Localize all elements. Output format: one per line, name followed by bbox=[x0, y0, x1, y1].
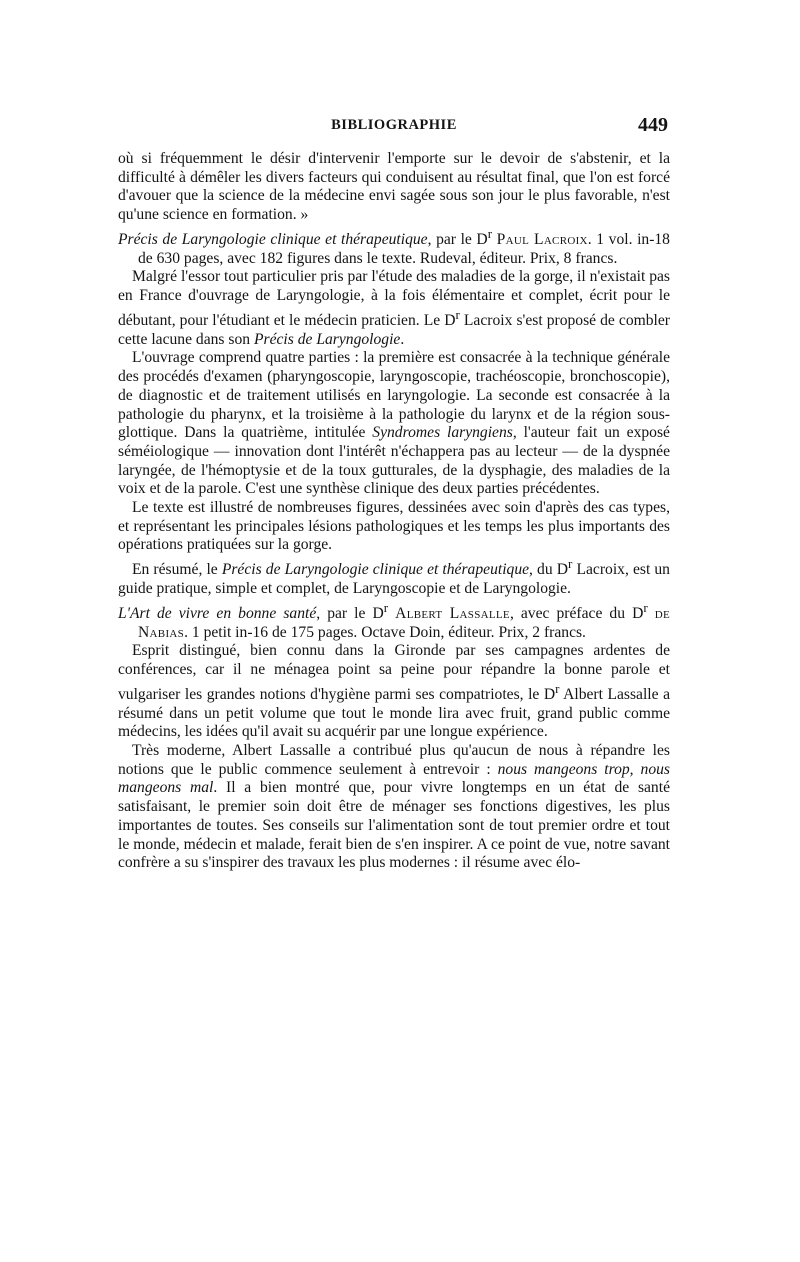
review1-p2-italic: Syndromes laryngiens bbox=[372, 424, 513, 442]
review1-p4-a: En résumé, le bbox=[132, 561, 222, 579]
review2-paragraph-2 bbox=[118, 742, 670, 873]
review1-p4-b: , du D bbox=[529, 561, 569, 579]
opening-paragraph: où si fréquemment le désir d'intervenir l'emporte sur le devoir de s'abstenir, et la difficulté à démêler les divers facteurs qui conduisent au résultat final, que l'on est forcé d'avouer que la science de la médecine envi sagée sous son jour le plus favorable, n'est qu'une science en formation. » bbox=[118, 150, 670, 224]
review1-paragraph-3: Le texte est illustré de nombreuses figures, dessinées avec soin d'après des cas types, et représentant les principales lésions pathologiques et les temps les plus importants des opérations pratiquées sur la gorge. bbox=[118, 499, 670, 554]
review1-p4-italic: Précis de Laryngologie clinique et thérapeutique bbox=[221, 561, 530, 579]
review2-preface-pre: , avec préface du D bbox=[509, 604, 644, 622]
review1-p2-b: , l'auteur fait un exposé séméiologique — innovation dont l'intérêt n'échappera pas au lecteur — de la dyspnée laryngée, de l'hémoptysie et de la toux gutturales, de la dysphagie, des maladies de la voix et de la parole. C'est une synthèse clinique des deux parties précédentes. bbox=[118, 424, 670, 498]
review2-details: . 1 petit in-16 de 175 pages. Octave Doin, éditeur. Prix, 2 francs. bbox=[184, 623, 586, 641]
review2-p2-italic: nous mangeons trop, nous mangeons mal bbox=[118, 760, 670, 797]
review1-p1-mid: Lacroix s'est proposé de combler cette lacune dans son bbox=[118, 312, 671, 348]
review1-title: Précis de Laryngologie clinique et thérapeutique bbox=[118, 231, 428, 248]
review1-p1-sup: r bbox=[455, 306, 460, 322]
review1-p1-italic: Précis de Laryngologie bbox=[253, 330, 401, 348]
review2-author-name: Albert Lassalle bbox=[395, 604, 510, 622]
review1-p1-text: Malgré l'essor tout particulier pris par l'étude des maladies de la gorge, il n'existait pas en France d'ouvrage de Laryngologie, à la fois élémentaire et complet, écrit pour le débutant, pour l'étudiant et le médecin praticien. Le D bbox=[118, 268, 670, 329]
review1-paragraph-2 bbox=[118, 349, 670, 499]
review2-p1-sup: r bbox=[555, 680, 560, 696]
review1-author-name: Paul Lacroix bbox=[496, 231, 588, 248]
review1-details: . 1 vol. in-18 de 630 pages, avec 182 figures dans le texte. Rudeval, éditeur. Prix, 8 francs. bbox=[138, 231, 670, 267]
review1-author-pre: , par le D bbox=[427, 231, 488, 248]
running-title: BIBLIOGRAPHIE bbox=[331, 117, 457, 133]
review1-p1-end: . bbox=[400, 330, 405, 348]
review2-p1-b: Albert Lassalle a résumé dans un petit volume que tout le monde lira avec fruit, grand public comme médecins, les idées qu'il avait su acquérir par une longue expérience. bbox=[118, 685, 670, 741]
review2-preface-sup: r bbox=[643, 599, 648, 615]
review1-p4-c: Lacroix, est un guide pratique, simple et complet, de Laryngoscopie et de Laryngologie. bbox=[118, 561, 670, 598]
review1-author-sup: r bbox=[487, 225, 493, 241]
review2-p2-a: Très moderne, Albert Lassalle a contribué plus qu'aucun de nous à répandre les notions que le public commence seulement à entrevoir : bbox=[118, 742, 670, 778]
review2-title: L'Art de vivre en bonne santé bbox=[118, 604, 317, 622]
review1-p2-a: L'ouvrage comprend quatre parties : la première est consacrée à la technique générale des procédés d'examen (pharyngoscopie, laryngoscopie, trachéoscopie, bronchoscopie), de diagnostic et de traitement utilisés en laryngologie. La seconde est consacrée à la pathologie du pharynx, et la troisième à la pathologie du larynx et de la région sous-glottique. Dans la quatrième, intitulée bbox=[118, 349, 670, 442]
review2-p2-b: . Il a bien montré que, pour vivre longtemps en un état de santé satisfaisant, le premier soin doit être de ménager ses fonctions digestives, les plus importantes de toutes. Ses conseils sur l'alimentation sont de tout premier ordre et tout le monde, médecin et malade, ferait bien de s'en inspirer. A ce point de vue, notre savant confrère a su s'inspirer des travaux les plus modernes : il résume avec élo- bbox=[118, 779, 670, 872]
page-number: 449 bbox=[638, 114, 668, 136]
review1-heading bbox=[118, 225, 670, 269]
review2-author-pre: , par le D bbox=[316, 604, 384, 622]
running-head bbox=[118, 114, 670, 139]
review1-paragraph-1 bbox=[118, 268, 670, 349]
review1-p4-sup: r bbox=[568, 556, 573, 572]
review2-heading bbox=[118, 599, 670, 643]
review2-paragraph-1 bbox=[118, 642, 670, 742]
review2-author-sup: r bbox=[383, 599, 389, 615]
review2-preface-name: de Nabias bbox=[138, 604, 670, 641]
review1-paragraph-4 bbox=[118, 555, 670, 599]
review2-p1-a: Esprit distingué, bien connu dans la Gironde par ses campagnes ardentes de conférences, car il ne ménagea point sa peine pour répandre la bonne parole et vulgariser les grandes notions d'hygiène parmi ses compatriotes, le D bbox=[118, 642, 670, 703]
body-text bbox=[118, 150, 670, 873]
